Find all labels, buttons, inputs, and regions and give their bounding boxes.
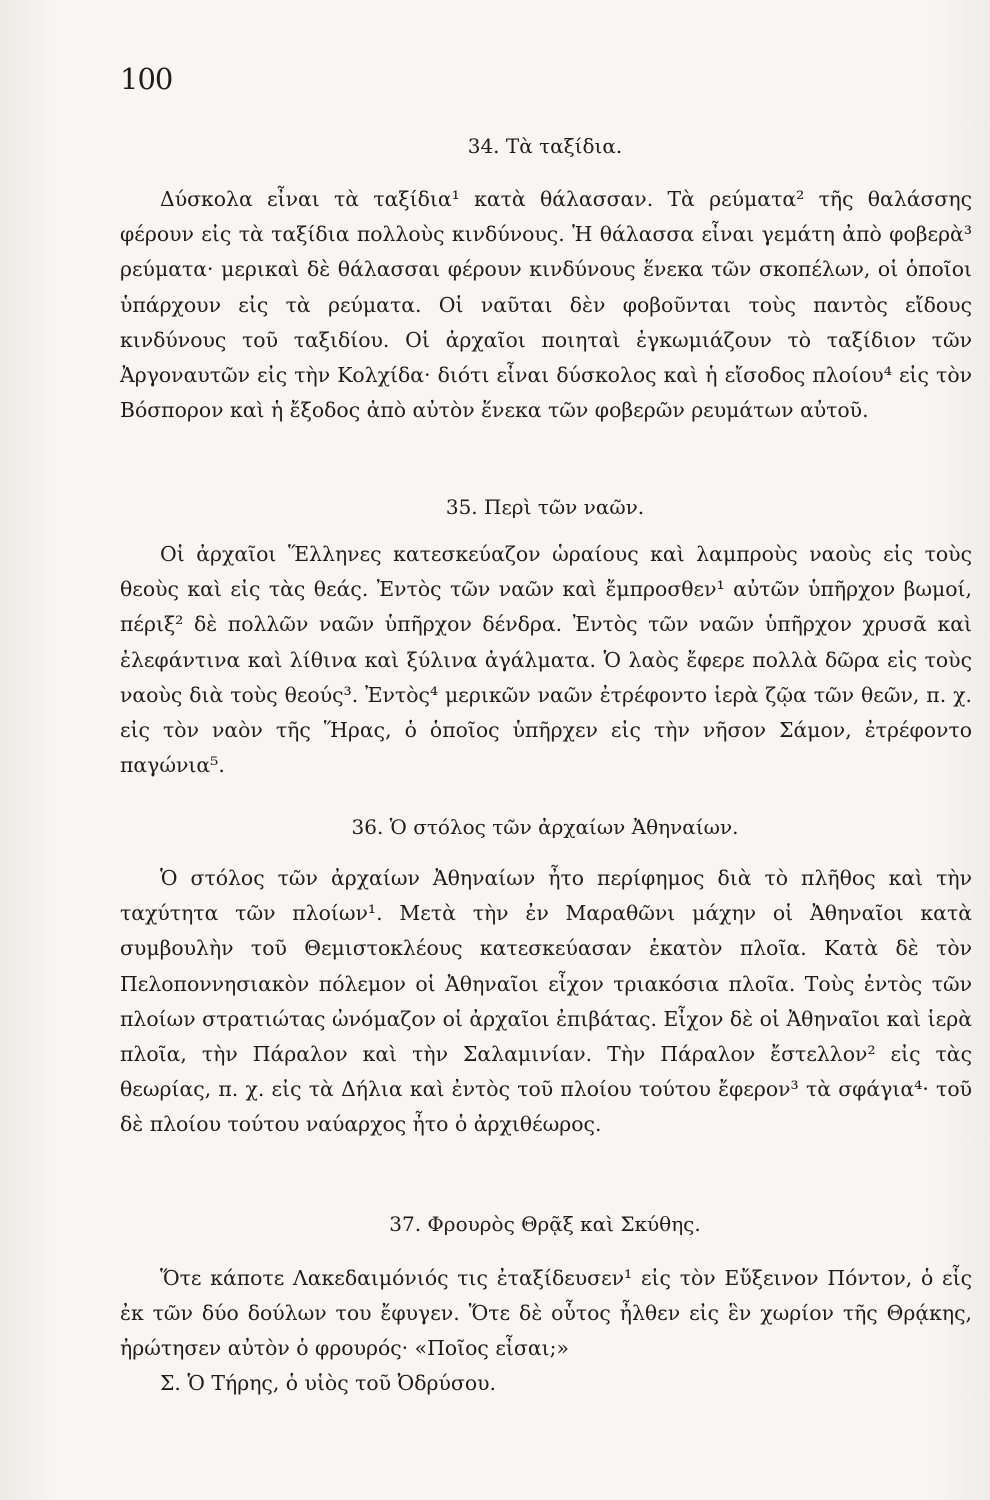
dialogue-line: Σ. Ὁ Τήρης, ὁ υἱὸς τοῦ Ὀδρύσου. <box>160 1371 496 1395</box>
section-paragraph: Ὁ στόλος τῶν ἀρχαίων Ἀθηναίων ἦτο περίφημος διὰ τὸ πλῆθος καὶ τὴν ταχύτητα τῶν πλοίων¹. Μετὰ τὴν ἐν Μαραθῶνι μάχην οἱ Ἀθηναῖοι κατὰ συμβουλὴν τοῦ Θεμιστοκλέους κατεσκεύασαν ἑκατὸν πλοῖα. Κατὰ δὲ τὸν Πελοποννησιακὸν πόλεμον οἱ Ἀθηναῖοι εἶχον τριακόσια πλοῖα. Τοὺς ἐντὸς τῶν πλοίων στρατιώτας ὠνόμαζον οἱ ἀρχαῖοι ἐπιβάτας. Εἶχον δὲ οἱ Ἀθηναῖοι καὶ ἱερὰ πλοῖα, τὴν Πάραλον καὶ τὴν Σαλαμινίαν. Τὴν Πάραλον ἔστελλον² εἰς τὰς θεωρίας, π. χ. εἰς τὰ Δήλια καὶ ἐντὸς τοῦ πλοίου τούτου ἔφερον³ τὰ σφάγια⁴· τοῦ δὲ πλοίου τούτου ναύαρχος ἦτο ὁ ἀρχιθέωρος. <box>120 866 972 1137</box>
section-heading: 34. Τὰ ταξίδια. <box>467 134 623 158</box>
section-paragraph: Δύσκολα εἶναι τὰ ταξίδια¹ κατὰ θάλασσαν. Τὰ ρεύματα² τῆς θαλάσσης φέρουν εἰς τὰ ταξίδια πολλοὺς κινδύνους. Ἡ θάλασσα εἶναι γεμάτη ἀπὸ φοβερὰ³ ρεύματα· μερικαὶ δὲ θάλασσαι φέρουν κινδύνους ἕνεκα τῶν σκοπέλων, οἱ ὁποῖοι ὑπάρχουν εἰς τὰ ρεύματα. Οἱ ναῦται δὲν φοβοῦνται τοὺς παντὸς εἴδους κινδύνους τοῦ ταξιδίου. Οἱ ἀρχαῖοι ποιηταὶ ἐγκωμιάζουν τὸ ταξίδιον τῶν Ἀργοναυτῶν εἰς τὴν Κολχίδα· διότι εἶναι δύσκολος καὶ ἡ εἴσοδος πλοίου⁴ εἰς τὸν Βόσπορον καὶ ἡ ἔξοδος ἀπὸ αὐτὸν ἕνεκα τῶν φοβερῶν ρευμάτων αὐτοῦ. <box>120 187 972 423</box>
section-heading: 35. Περὶ τῶν ναῶν. <box>445 495 645 519</box>
section-heading: 37. Φρουρὸς Θρᾷξ καὶ Σκύθης. <box>389 1212 701 1236</box>
section-paragraph: Ὅτε κάποτε Λακεδαιμόνιός τις ἐταξίδευσεν¹ εἰς τὸν Εὔξεινον Πόντον, ὁ εἷς ἐκ τῶν δύο δούλων του ἔφυγεν. Ὅτε δὲ οὗτος ἦλθεν εἰς ἓν χωρίον τῆς Θρᾴκης, ἠρώτησεν αὐτὸν ὁ φρουρός· «Ποῖος εἶσαι;» <box>120 1266 972 1361</box>
page-number: 100 <box>120 62 173 96</box>
section-paragraph: Οἱ ἀρχαῖοι Ἕλληνες κατεσκεύαζον ὡραίους καὶ λαμπροὺς ναοὺς εἰς τοὺς θεοὺς καὶ εἰς τὰς θεάς. Ἐντὸς τῶν ναῶν καὶ ἔμπροσθεν¹ αὐτῶν ὑπῆρχον βωμοί, πέριξ² δὲ πολλῶν ναῶν ὑπῆρχον δένδρα. Ἐντὸς τῶν ναῶν ὑπῆρχον χρυσᾶ καὶ ἐλεφάντινα καὶ λίθινα καὶ ξύλινα ἀγάλματα. Ὁ λαὸς ἔφερε πολλὰ δῶρα εἰς τοὺς ναοὺς διὰ τοὺς θεούς³. Ἐντὸς⁴ μερικῶν ναῶν ἐτρέφοντο ἱερὰ ζῷα τῶν θεῶν, π. χ. εἰς τὸν ναὸν τῆς Ἥρας, ὁ ὁποῖος ὑπῆρχεν εἰς τὴν νῆσον Σάμον, ἐτρέφοντο παγώνια⁵. <box>120 542 972 778</box>
section-heading: 36. Ὁ στόλος τῶν ἀρχαίων Ἀθηναίων. <box>351 815 739 839</box>
